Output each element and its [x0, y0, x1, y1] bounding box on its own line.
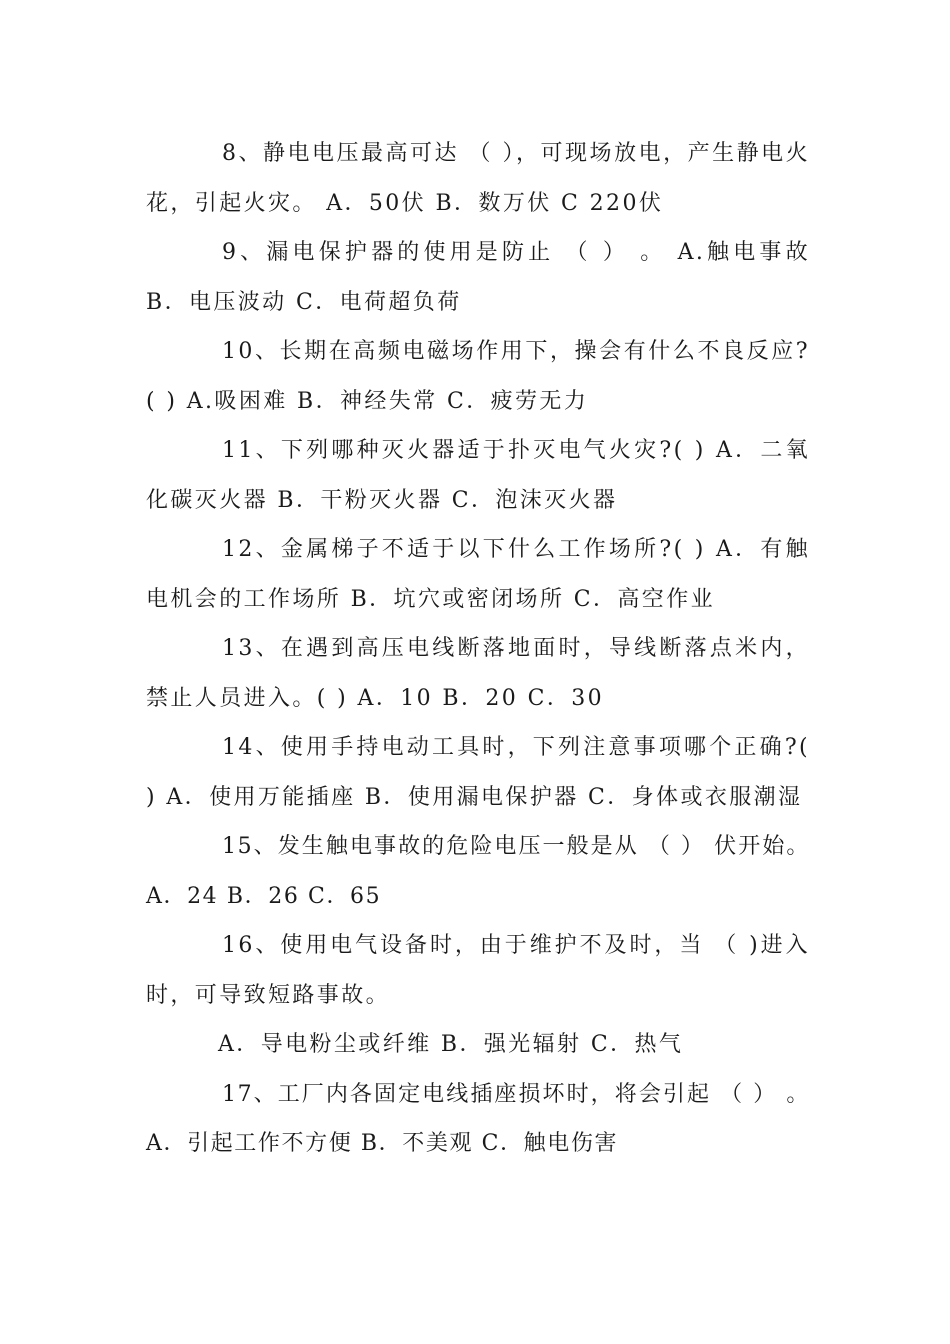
question-10: 10、长期在高频电磁场作用下，操会有什么不良反应?( ) A.吸困难 B．神经失常 C．疲劳无力 — [146, 339, 810, 414]
question-11: 11、下列哪种灭火器适于扑灭电气火灾?( ) A．二氧化碳灭火器 B．干粉灭火器 C．泡沫灭火器 — [146, 438, 810, 513]
question-8: 8、静电电压最高可达 （ ），可现场放电，产生静电火花，引起火灾。 A．50伏 B．数万伏 C 220伏 — [146, 141, 810, 216]
question-16-options: A．导电粉尘或纤维 B．强光辐射 C．热气 — [218, 1032, 684, 1057]
question-16: 16、使用电气设备时，由于维护不及时，当 （ )进入时，可导致短路事故。 — [146, 933, 810, 1008]
question-9: 9、漏电保护器的使用是防止 （ ） 。 A.触电事故 B．电压波动 C．电荷超负荷 — [146, 240, 810, 315]
question-15: 15、发生触电事故的危险电压一般是从 （ ） 伏开始。 A．24 B．26 C．65 — [146, 834, 810, 909]
document-body — [146, 129, 810, 1169]
question-12: 12、金属梯子不适于以下什么工作场所?( ) A．有触电机会的工作场所 B．坑穴或密闭场所 C．高空作业 — [146, 537, 810, 612]
question-13: 13、在遇到高压电线断落地面时，导线断落点米内，禁止人员进入。( ) A．10 B．20 C．30 — [146, 636, 810, 711]
question-14: 14、使用手持电动工具时，下列注意事项哪个正确?( ) A．使用万能插座 B．使用漏电保护器 C．身体或衣服潮湿 — [146, 735, 810, 810]
question-17: 17、工厂内各固定电线插座损坏时，将会引起 （ ） 。 A．引起工作不方便 B．不美观 C．触电伤害 — [146, 1081, 810, 1156]
